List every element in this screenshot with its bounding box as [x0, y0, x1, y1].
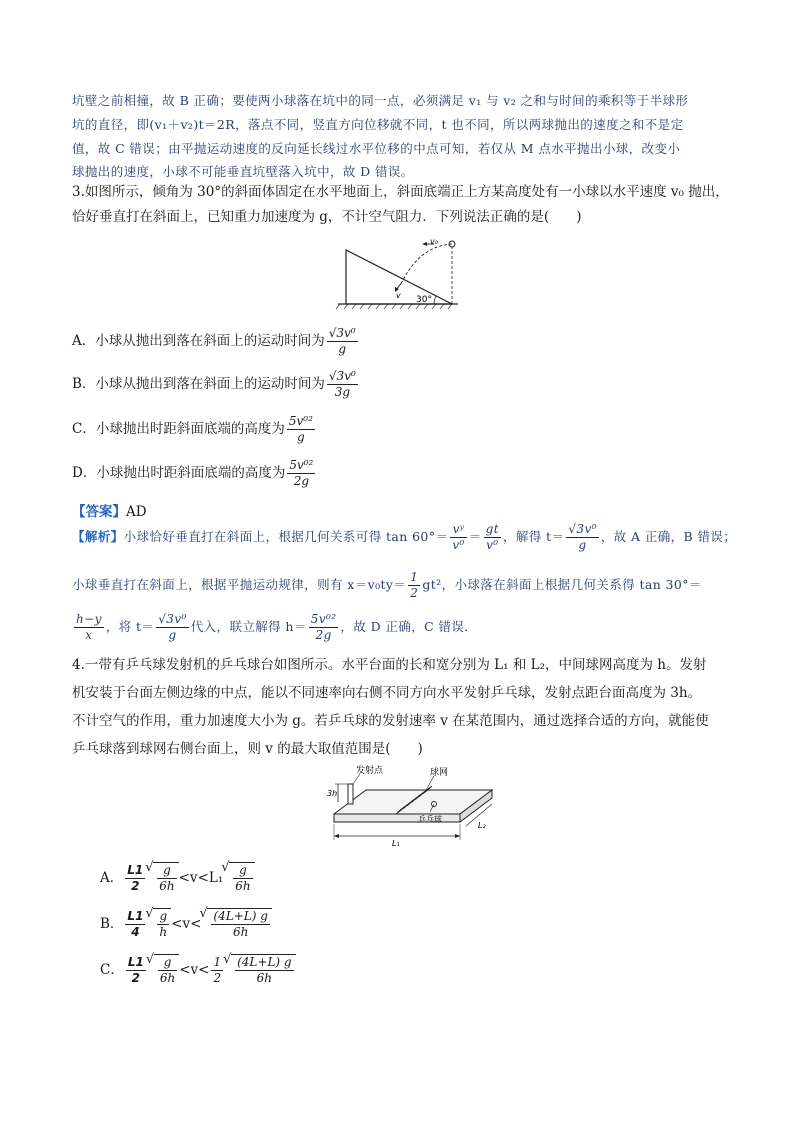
q3-option-a: A．小球从抛出到落在斜面上的运动时间为 $\frac{\text{√3v⁰}}{g}$: [72, 326, 356, 356]
q3-stem-line-1: 3.如图所示，倾角为 30°的斜面体固定在水平地面上，斜面底端正上方某高度处有一小球以水平速度 v₀ 抛出，: [72, 184, 729, 200]
q4-option-b: B． $\frac{L1}{4}$ √ $\frac{g}{h}$ <v< √ $\frac{(4L+L) g}{6h}$: [100, 908, 272, 940]
analysis-tag: 【解析】: [72, 529, 124, 544]
q3-option-d: D．小球抛出时距斜面底端的高度为 $\frac{\text{5v⁰²}}{2g}$: [72, 458, 314, 488]
q4-option-a: A． $\frac{L1}{2}$ √ $\frac{g}{6h}$ <v<L₁ √ $\frac{g}{6h}$: [100, 862, 255, 894]
launch-point-label: 发射点: [356, 766, 384, 776]
pingpong-table-figure: [326, 764, 496, 848]
q3-analysis-line-2: 小球垂直打在斜面上，根据平抛运动规律，则有 x＝v₀ty＝ $\frac{1}{2}$ gt²，小球落在斜面上根据几何关系得 tan 30°＝: [72, 570, 702, 600]
q4-stem-line-1: 4.一带有乒乓球发射机的乒乓球台如图所示。水平台面的长和宽分别为 L₁ 和 L₂，中间球网高度为 h。发射: [72, 657, 707, 673]
q4-stem-line-4: 乒乓球落到球网右侧台面上，则 v 的最大取值范围是( ): [72, 741, 423, 757]
angle-label: 30°: [416, 295, 432, 305]
q3-stem-line-2: 恰好垂直打在斜面上，已知重力加速度为 g，不计空气阻力．下列说法正确的是( ): [72, 209, 582, 225]
v-label: v: [396, 291, 401, 300]
L2-label: L₂: [478, 821, 486, 830]
L1-label: L₁: [392, 839, 400, 848]
q3-answer: [72, 500, 147, 520]
q3-option-b: B．小球从抛出到落在斜面上的运动时间为 $\frac{\text{√3v⁰}}{3g}$: [72, 369, 356, 399]
answer-tag: 【答案】: [72, 504, 126, 520]
q4-option-c: C． $\frac{L1}{2}$ √ $\frac{g}{6h}$ <v< $\frac{1}{2}$ √ $\frac{(4L+L) g}{6h}$: [100, 954, 296, 986]
q4-stem-line-3: 不计空气的作用，重力加速度大小为 g。若乒乓球的发射速率 v 在某范围内，通过选择合适的方向，就能使: [72, 713, 709, 729]
net-label: 球网: [430, 768, 449, 778]
q3-option-c: C．小球抛出时距斜面底端的高度为 $\frac{\text{5v⁰²}}{g}$: [72, 414, 313, 444]
3h-label: 3h: [327, 789, 338, 798]
prev-solution-line-2: 坑的直径，即(v₁＋v₂)t＝2R，落点不同，竖直方向位移就不同，t 也不同，所以两球抛出的速度之和不是定: [72, 117, 684, 132]
q3-analysis-line-3: $\frac{h-y}{x}$ ，将 t＝ $\frac{\text{√3v⁰}}{g}$ 代入，联立解得 h＝ $\frac{\text{5v⁰²}}{2g}$ ，故 D 正确，C 错误．: [76, 612, 478, 642]
launcher-shape: [348, 784, 353, 804]
prev-solution-line-1: 坑壁之前相撞，故 B 正确；要使两小球落在坑中的同一点，必须满足 v₁ 与 v₂ 之和与时间的乘积等于半球形: [72, 93, 689, 108]
q3-analysis-line-1: 【解析】小球恰好垂直打在斜面上，根据几何关系可得 tan 60°＝ $\frac{\text{vʸ}}{\text{v⁰}}$ ＝ $\frac{gt}{\text{v⁰}}$ ，解得 t＝ $\frac{\text{√3v⁰}}{g}$ ，故 A 正确，B 错误；: [72, 522, 737, 552]
answer-value: AD: [126, 504, 147, 520]
ball-label: 乒乓球: [418, 815, 442, 824]
prev-solution-line-4: 球抛出的速度，小球不可能垂直坑壁落入坑中，故 D 错误。: [72, 164, 414, 179]
q4-stem-line-2: 机安装于台面左侧边缘的中点，能以不同速率向右侧不同方向水平发射乒乓球，发射点距台面高度为 3h。: [72, 685, 702, 701]
v0-label: v₀: [430, 237, 438, 246]
prev-solution-line-3: 值，故 C 错误；由平抛运动速度的反向延长线过水平位移的中点可知，若仅从 M 点水平抛出小球，改变小: [72, 141, 681, 156]
incline-figure: [330, 232, 470, 312]
